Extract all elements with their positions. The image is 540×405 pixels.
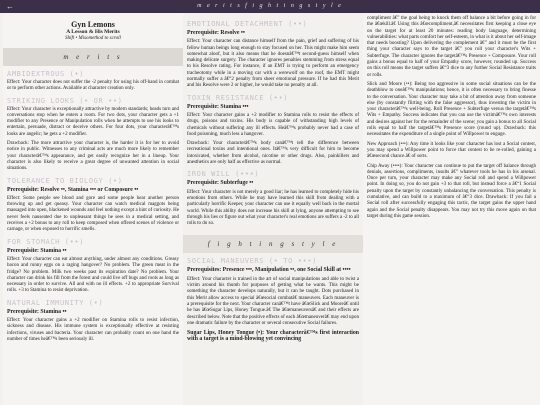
merit-heading: STRIKING LOOKS (• OR ••) [7, 96, 123, 105]
book-title: Gyn Lemons [71, 20, 115, 29]
merit-drawback: Drawback: Your characterâ€™s body canâ€™t tell the difference between recreational toxins and intentional ones. Itâ€™s very difficult for him to become intoxicated, whether from alcohol, nicotine or other drugs. Also, painkillers and anesthetics are only half as effective as normal. [187, 141, 359, 166]
merit-drawback: Drawback: The more attractive your character is, the harder it is for her to avoid notice in public. Witnesses to any criminal acts are much more likely to remember your characterâ€™s appearance, and get easily recognize her in a lineup. Your character is also likely to receive a great degree of unwanted attention in social situations. [7, 141, 179, 172]
column-left [3, 13, 183, 405]
merit-prerequisite: Prerequisite: Stamina •• [7, 308, 67, 315]
top-bar [0, 0, 540, 13]
maneuver-slick-and-moore: Slick and Moore (••): Being too aggressive in some social situations can be the deathblow to oneâ€™s manipulations; hence, it is often necessary to bring finesse to the conversation. Your character may take a bit of attention away from someone else (by constantly flirting with the false aggressor), thus investing the victim in your characterâ€™s well-being. Roll Presence + Subterfuge versus the targetâ€™s Wits + Empathy. Success indicates that you can use the victimâ€™s own interests and desires against her for the remainder of the scene; you gain a bonus to all Social rolls equal to half the targetâ€™s Presence score (round up). Drawback: this necessitates the expenditure of a single point of Willpower to engage. [367, 81, 536, 138]
book-subtitle: A Lesson & His Merits [66, 29, 120, 35]
merit-heading: TOXIN RESISTANCE (••) [187, 93, 289, 102]
back-arrow-icon[interactable]: ← [6, 2, 16, 11]
merit-heading: NATURAL IMMUNITY (•) [7, 298, 104, 307]
merit-heading: FOR STOMACH (••) [7, 237, 85, 246]
merit-effect: Effect: Your character is not merely a good liar; he has learned to completely hide his emotions from others. While he may have learned this skill from dealing with a particularly horrific Keeper, your character can use it equally well back in the mortal world. While this ability does not increase his skill at lying, anyone attempting to see through his lies or figure out what your character's real emotions are suffers a -2 to all rolls to do so. [187, 189, 359, 227]
merit-prerequisite: Prerequisite: Subterfuge •• [187, 180, 254, 187]
maneuver-sugar-lips: Sugar Lips, Honey Tongue (•): Your characterâ€™s first interaction with a target is a mind-blowing yet convincing [187, 330, 359, 343]
merit-heading: SOCIAL MANEUVERS (• TO •••) [187, 257, 317, 266]
merit-prerequisite: Prerequisite: Stamina ••• [187, 103, 249, 110]
merit-effect: Effect: Some people see blood and gore and some people hear another person throwing up and get queasy. Your character can watch medical maggots being massaged into open, blackened wounds and feel nothing except a hint of curiosity. He never feels nauseated due to unpleasant things he sees in a medical setting, and receives a +2 bonus to any roll to keep composed when offered scenes of violence or carnage, or when exposed to horrific smells. [7, 195, 179, 233]
merit-effect: Effect: Your character does not suffer the -2 penalty for using his off-hand in combat or to perform other actions. Available at character creation only. [7, 80, 179, 92]
merit-heading: TOLERANCE TO BIOLOGY (•) [7, 176, 123, 185]
merit-prerequisite: Prerequisite: Resolve ••, Stamina ••• or Composure •• [7, 186, 139, 193]
merits-banner: m e r i t s [3, 48, 183, 66]
maneuver-chip-away: Chip Away (••••): Your character can continue to put the target off balance through denials, assertions, compliments, insults â€” whatever tools he has in his arsenal. Once per turn, your character may make any Social roll and spend a Willpower point. In doing so, you do not gain +3 to that roll, but instead force a â€“1 Social penalty upon the target by constantly unbalancing the conversation. This penalty is cumulative, and can build to a maximum of â€“3 dice. Drawback: If you fail a Social roll after successfully engaging this tactic, the target gains the upper hand again and the Social penalty disappears. You may not try this move again on that target during this game session. [367, 163, 536, 219]
body-paragraph: compliment â€” the goal being to knock them off balance a bit before going in for the â€œkill.â€ Using this â€œcompliment,â€ necessitates first keeping a close eye on the target for at least 20 minutes: reading body language, determining vulnerabilities: what parts comfort her self-esteem, in what is it about her self-image that needs boosting? Upon delivering the complement â€” and it must be the first thing your character says to the target â€” you roll your character's Wits + Subterfuge. The character ignores the targetâ€™s Presence + Composure. Your roll gains a bonus equal to half of your Empathy score, however, rounded up. Success on this roll means the target suffers â€“3 dice to any further Social Resistance traits or rolls. [367, 16, 536, 78]
merit-prerequisite: Prerequisite: Stamina •• [7, 247, 67, 254]
column-right [363, 13, 540, 405]
maneuver-new-approach: New Approach (•••): Any time it looks like your character has lost a Social contest, you may spend a Willpower point to force that contest to be re-rolled, gaining a â€œsecond chance.â€ of sorts. [367, 141, 536, 160]
merit-heading: AMBIDEXTROUS (•) [7, 70, 85, 78]
book-note: Shift • Misomethod to scroll [65, 36, 121, 41]
merit-effect: Effect: Your character gains a +2 modifier to Stamina rolls to resist the effects of drugs, poisons and toxins. His body is capable of withstanding high levels of chemicals without suffering any ill effects. Heâ€™s probably never had a case of food poisoning, much less a hangover. [187, 112, 359, 137]
merit-effect: Effect: Your character is trained in the art of social manipulations and able to twist a victim around his thumb for purposes of getting what he wants. This might be something the character develops naturally, but it can be taught. Dots purchased in this Merit allow access to special â€œsocial combatâ€ maneuvers. Each maneuver is a prerequisite for the next. Your character canâ€™t have â€œSlick and Mooreâ€ until he has â€œSugar Lips, Honey Tongue.â€ The â€œmaneuversâ€ and their effects are described below. Note that the positive effects of each â€œmaneuverâ€ may end upon one dramatic failure by the character or several consecutive Social failures. [187, 276, 359, 326]
merit-prerequisite: Prerequisite: Resolve •• [187, 30, 245, 36]
book-title-block [7, 20, 179, 42]
merit-effect: Effect: Your character can distance himself from the pain, grief and suffering of his fellow human beings long enough to stay focused on her. This might make him seem somewhat aloof, but it also means that he doesnâ€™t second-guess himself when making delicate surgery. The character ignores penalties stemming from stress equal to his Resolve rating. For instance, if an EMT is trying to perform an emergency tracheotomy while in a moving car with a werewolf on the roof, the EMT might normally suffer a â€“2 penalty from sheer emotional pressure. If he had this Merit and his Resolve were 2 or higher, he would take no penalty at all. [187, 39, 359, 89]
merit-effect: Effect: Your character is exceptionally attractive by modern standards; heads turn and conversations stop when he enters a room. For two dots, your character gets a +1 modifier to any Presence or Manipulation rolls when he attempts to use his looks to entertain, persuade, distract or deceive others. For four dots, your characterâ€™s looks are angelic; he gets a +2 modifier. [7, 106, 179, 137]
merit-prerequisite: Prerequisites: Presence •••, Manipulation ••, one Social Skill at •••• [187, 267, 351, 274]
chapter-title: m e r i t s f i g h t i n g s t y l e [197, 3, 343, 9]
merit-effect: Effect: Your character can eat almost anything, under almost any conditions. Greasy bacon and runny eggs on a raging hangover? No problem. The green meat in the fridge? No problem. Milk two weeks past its expiration date? No problem. Your character can drink his fill from the forest and could live off bugs and roots as long as necessary in order to survive. All and with no ill effects. +2 to appropriate Survival rolls. +3 to Stamina to resist deprivation. [7, 256, 179, 294]
fighting-style-banner: f i g h t i n g s t y l e [183, 235, 363, 253]
merit-heading: EMOTIONAL DETACHMENT (••) [187, 20, 308, 28]
merit-effect: Effect: Your character gains a +2 modifier on Stamina rolls to resist infection, sickness and disease. His immune system is exceptionally effective at resisting infections, viruses and bacteria. Your character can probably count on one hand the number of times heâ€™s been seriously ill. [7, 318, 179, 342]
merit-heading: IRON WILL (•••) [187, 170, 260, 179]
column-middle [183, 13, 363, 405]
